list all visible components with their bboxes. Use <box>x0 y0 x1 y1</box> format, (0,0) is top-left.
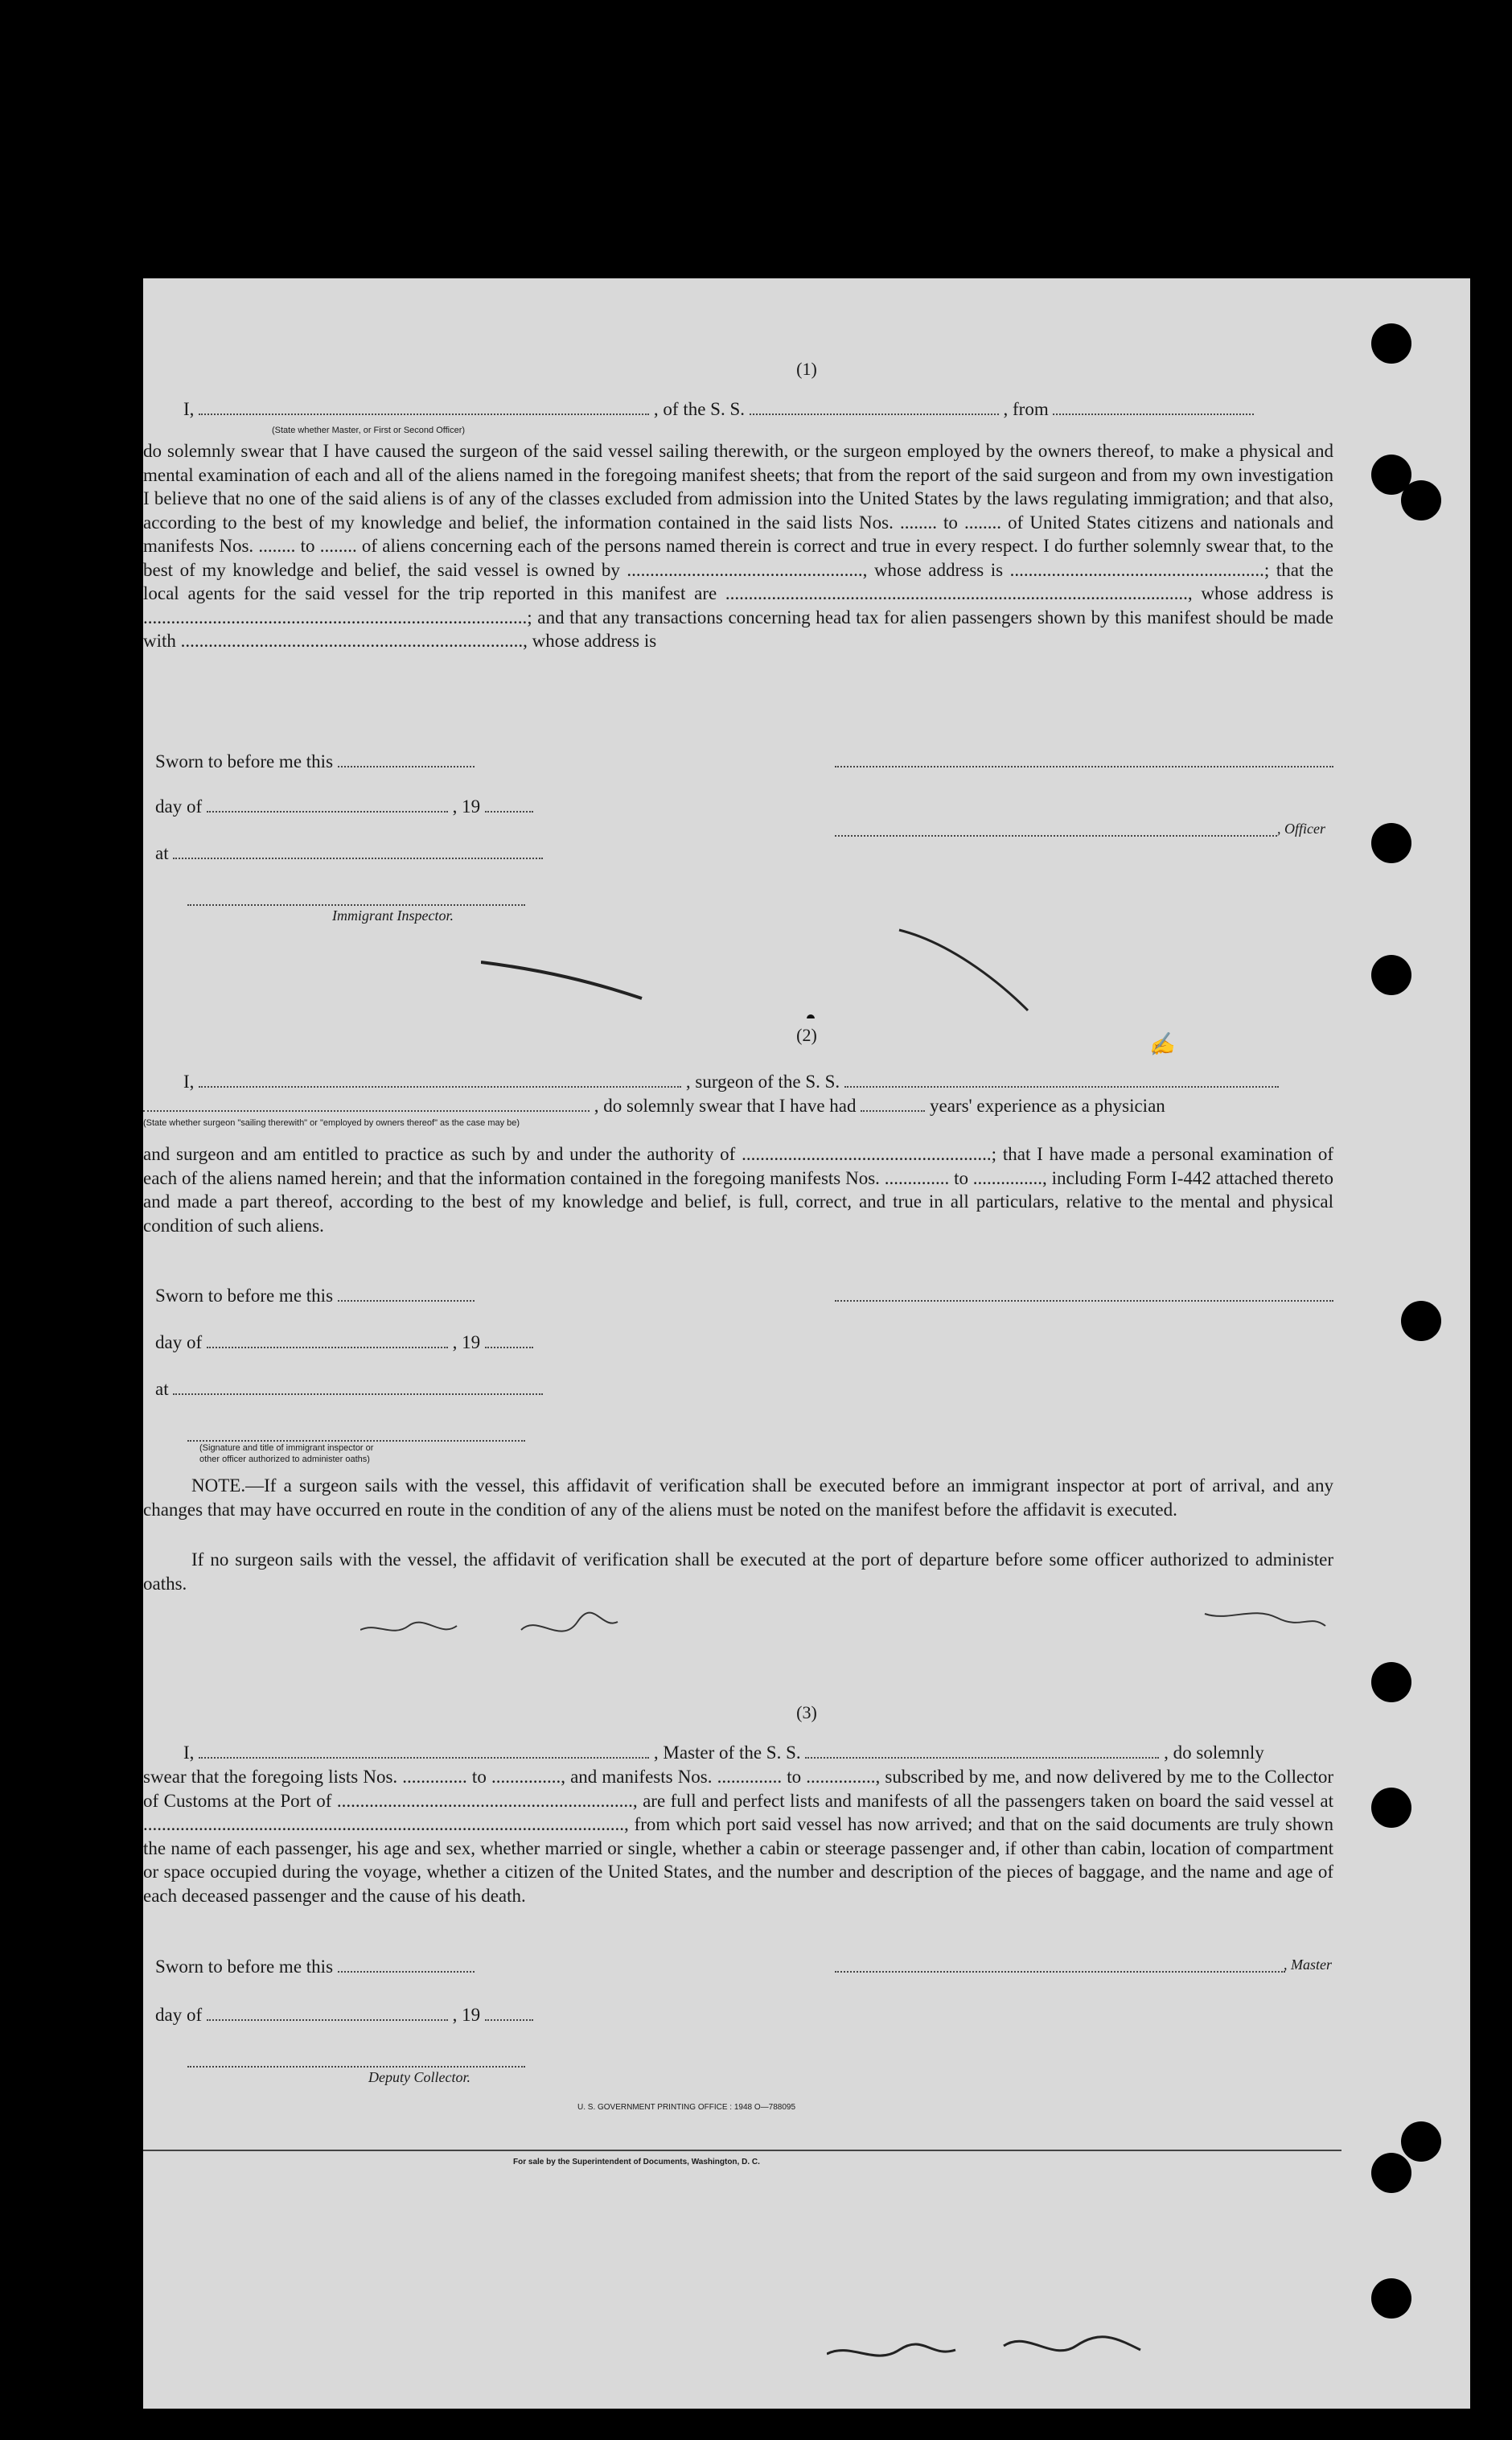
master-signature-line <box>835 1971 1285 1973</box>
section-2-number: (2) <box>796 1025 817 1045</box>
opening-i: I, <box>183 399 195 419</box>
section-3-number: (3) <box>796 1702 817 1722</box>
handwritten-stamp: ✍ <box>1147 1031 1177 1059</box>
year-blank[interactable] <box>485 2005 533 2021</box>
at-label: at <box>155 843 169 863</box>
signature-caption-1: (Signature and title of immigrant inspector or <box>199 1443 374 1453</box>
master-of-ss-label: , Master of the S. S. <box>653 1743 801 1763</box>
master-title: , Master <box>1284 1957 1332 1973</box>
binder-hole <box>1401 480 1441 521</box>
gpo-imprint: U. S. GOVERNMENT PRINTING OFFICE : 1948 O—788095 <box>577 2103 796 2112</box>
footer-rule <box>143 2150 1341 2151</box>
day-of-blank[interactable] <box>207 1332 448 1348</box>
section-2-day-line <box>155 1331 1470 1354</box>
from-label: , from <box>1003 399 1049 419</box>
day-of-label: day of <box>155 1332 203 1352</box>
binder-hole <box>1371 1662 1411 1702</box>
at-blank[interactable] <box>173 1379 543 1395</box>
handwritten-flourish <box>481 922 1044 1018</box>
surgeon-of-ss-label: , surgeon of the S. S. <box>685 1072 840 1092</box>
master-name-blank[interactable] <box>199 1743 649 1759</box>
vessel-name-blank[interactable] <box>750 399 999 415</box>
surgeon-status-blank[interactable] <box>143 1096 590 1112</box>
section-3-opening-line <box>183 1741 1454 1764</box>
opening-i: I, <box>183 1743 195 1763</box>
administering-officer-line <box>187 1440 525 1442</box>
section-3-oath-text: swear that the foregoing lists Nos. .............. to ..............., and manifests Nos. .............. to ..............., subscribed by me, and now delivered by me to the Collector of Customs at the Port of ................................................................, are full and perfect lists and manifests of all the passengers taken on board the said vessel at ........................................................................................................, from which port said vessel has now arrived; and that on the said documents are truly shown the name of each passenger, his age and sex, whether married or single, whether a cabin or steerage passenger and, if other than cabin, location of compartment or space occupied during the voyage, whether a citizen of the United States, and the number and description of the pieces of baggage, and the name and age of each deceased passenger and the cause of his death. <box>143 1767 1333 1906</box>
bottom-handwriting <box>827 2322 1229 2370</box>
section-2-second-line <box>143 1094 1454 1117</box>
section-3-day-line <box>155 2003 1470 2026</box>
binder-hole <box>1401 2121 1441 2162</box>
section-1-day-line <box>155 795 1470 818</box>
years-blank[interactable] <box>861 1096 925 1112</box>
binder-hole <box>1371 2153 1411 2193</box>
day-of-label: day of <box>155 2005 203 2025</box>
no-surgeon-note: If no surgeon sails with the vessel, the affidavit of verification shall be executed at the port of departure before some officer authorized to administer oaths. <box>143 1549 1333 1594</box>
section-1-sworn-line <box>155 750 1470 773</box>
section-2-at-line <box>155 1377 1470 1401</box>
bleed-through-text <box>240 656 265 705</box>
section-1-opening-line <box>183 397 1454 421</box>
at-blank[interactable] <box>173 843 543 859</box>
section-2-caption: (State whether surgeon "sailing therewith" or "employed by owners thereof" as the case may be) <box>143 1118 520 1128</box>
surgeon-vessel-blank[interactable] <box>844 1072 1279 1088</box>
inspector-signature-line <box>187 904 525 906</box>
binder-hole <box>1371 323 1411 364</box>
sworn-day-blank[interactable] <box>338 1957 475 1973</box>
sale-notice: For sale by the Superintendent of Documents, Washington, D. C. <box>513 2158 760 2166</box>
binder-hole <box>1371 823 1411 863</box>
surgeon-name-blank[interactable] <box>199 1072 681 1088</box>
of-ss-label: , of the S. S. <box>653 399 746 419</box>
sworn-label: Sworn to before me this <box>155 751 334 772</box>
day-of-blank[interactable] <box>207 2005 448 2021</box>
officer-blank[interactable] <box>199 399 649 415</box>
immigrant-inspector-title: Immigrant Inspector. <box>332 907 454 924</box>
section-1-oath-text: do solemnly swear that I have caused the surgeon of the said vessel sailing therewith, or the surgeon employed by the owners thereof, to make a physical and mental examination of each and all of the aliens named in the foregoing manifest sheets; that from the report of the said surgeon and from my own investigation I believe that no one of the said aliens is of any of the classes excluded from admission into the United States by the laws regulating immigration; and that also, according to the best of my knowledge and belief, the information contained in the said lists Nos. ........ to ........ of United States citizens and nationals and manifests Nos. ........ to ........ of aliens concerning each of the persons named therein is correct and true in every respect. I do further solemnly swear that, to the best of my knowledge and belief, the said vessel is owned by ..................................................., whose address is .......................................................; that the local agents for the said vessel for the trip reported in this manifest are ...................................................................................................., whose address is ...................................................................................; and that any transactions concerning head tax for alien passengers shown by this manifest should be made with .........................................................................., whose address is <box>143 441 1333 651</box>
officer-title: , Officer <box>1277 821 1325 837</box>
year-label: , 19 <box>452 796 481 817</box>
binder-hole <box>1371 2278 1411 2319</box>
handwritten-notes <box>360 1598 1406 1694</box>
binder-hole <box>1401 1301 1441 1341</box>
section-1-number: (1) <box>796 359 817 379</box>
section-2-oath-text: and surgeon and am entitled to practice as such by and under the authority of ......................................................; that I have made a personal examination of each of the aliens named herein; and that the information contained in the foregoing manifests Nos. .............. to ..............., including Form I-442 attached thereto and made a part thereof, according to the best of my knowledge and belief, is full, correct, and true in all particulars, relative to the mental and physical condition of such aliens. <box>143 1144 1333 1236</box>
year-blank[interactable] <box>485 1332 533 1348</box>
swear-label: , do solemnly swear that I have had <box>594 1096 857 1116</box>
deputy-collector-title: Deputy Collector. <box>368 2069 470 2085</box>
deputy-signature-line <box>187 2066 525 2068</box>
swear-label: , do solemnly <box>1164 1743 1264 1763</box>
sworn-day-blank[interactable] <box>338 751 475 767</box>
officer-signature-line <box>835 835 1277 837</box>
surgeon-signature-line <box>835 1300 1333 1302</box>
binder-hole <box>1371 955 1411 995</box>
section-3-sworn-line <box>155 1955 1470 1978</box>
section-2-opening-line <box>183 1070 1454 1093</box>
sworn-day-blank[interactable] <box>338 1286 475 1302</box>
officer-signature-line-top <box>835 766 1333 767</box>
port-from-blank[interactable] <box>1053 399 1254 415</box>
year-label: , 19 <box>452 1332 481 1352</box>
sworn-label: Sworn to before me this <box>155 1286 334 1306</box>
surgeon-note: NOTE.—If a surgeon sails with the vessel, this affidavit of verification shall be executed before an immigrant inspector at port of arrival, and any changes that may have occurred en route in the condition of any of the aliens must be noted on the manifest before the affidavit is executed. <box>143 1475 1333 1520</box>
binder-hole <box>1371 1788 1411 1828</box>
years-label: years' experience as a physician <box>930 1096 1165 1116</box>
year-label: , 19 <box>452 2005 481 2025</box>
day-of-blank[interactable] <box>207 796 448 813</box>
manifest-sheet <box>143 278 1470 2409</box>
sworn-label: Sworn to before me this <box>155 1957 334 1977</box>
section-1-at-line <box>155 841 1470 865</box>
day-of-label: day of <box>155 796 203 817</box>
year-blank[interactable] <box>485 796 533 813</box>
master-vessel-blank[interactable] <box>805 1743 1159 1759</box>
section-1-caption: (State whether Master, or First or Second Officer) <box>272 426 466 435</box>
signature-caption-2: other officer authorized to administer oaths) <box>199 1455 370 1464</box>
opening-i: I, <box>183 1072 195 1092</box>
section-2-sworn-line <box>155 1284 1470 1307</box>
at-label: at <box>155 1379 169 1399</box>
